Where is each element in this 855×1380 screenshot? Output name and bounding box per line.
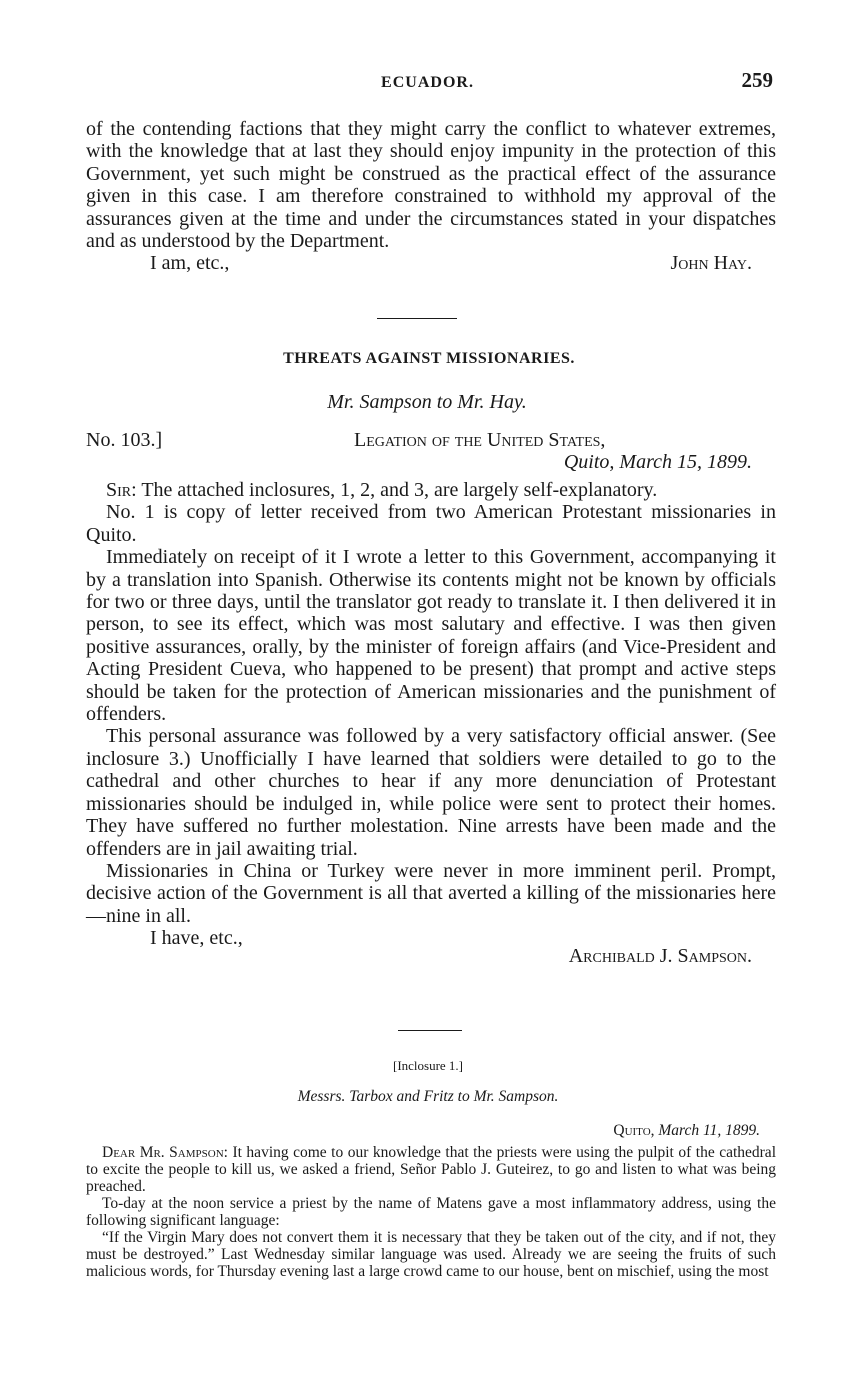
- inclosure-subheading: Messrs. Tarbox and Fritz to Mr. Sampson.: [297, 1088, 559, 1105]
- dispatch-paragraph: The attached inclosures, 1, 2, and 3, are largely self-explanatory.: [141, 479, 658, 501]
- page-number: 259: [741, 68, 773, 92]
- inclosure-paragraph: It having come to our knowledge that the priests were using the pulpit of the cathedral to excite the people to kill us, we asked a friend, Señor Pablo J. Guteirez, to go and listen to what was being preached.: [86, 1144, 776, 1195]
- place-date: Quito, March 15, 1899.: [563, 451, 752, 473]
- letter-continuation: [86, 118, 776, 276]
- inclosure-label: [Inclosure 1.]: [392, 1058, 464, 1073]
- closing: I have, etc.,: [150, 927, 243, 950]
- dispatch-paragraph: Immediately on receipt of it I wrote a letter to this Government, accompanying it by a translation into Spanish. Otherwise its contents might not be known by officials for two or three days, until the translator got ready to translate it. I then delivered it in person, to see its effect, which was most salutary and effective. I was then given positive assurances, orally, by the minister of foreign affairs (and Vice-President and Acting President Cueva, who happened to be present) that prompt and active steps should be taken for the protection of American missionaries and the punishment of offenders.: [86, 546, 776, 726]
- inclosure-section: [86, 1058, 776, 1280]
- dispatch-number: No. 103.]: [86, 429, 163, 451]
- inclosure-date: March 11, 1899.: [658, 1122, 760, 1139]
- inclosure-paragraph: “If the Virgin Mary does not convert them it is necessary that they be taken out of the city, and if not, they must be destroyed.” Last Wednesday similar language was used. Already we are seeing the fruits of such malicious words, for Thursday evening last a large crowd came to our house, bent on mischief, using the most: [86, 1229, 776, 1280]
- legation-line: Legation of the United States,: [354, 429, 606, 451]
- inclosure-body: [86, 1144, 776, 1280]
- continuation-paragraph: of the contending factions that they might carry the conflict to whatever extremes, with the knowledge that at last they should enjoy impunity in the protection of this Government, yet such might be construed as the practical effect of the assurance given in this case. I am therefore constrained to withhold my approval of the assurances given at the time and under the circumstances stated in your dispatches and as understood by the Department.: [86, 118, 776, 253]
- signature: Archibald J. Sampson.: [568, 945, 752, 968]
- inclosure-salutation: Dear Mr. Sampson:: [102, 1144, 228, 1161]
- dispatch-section: [86, 350, 776, 973]
- section-divider: [377, 318, 457, 319]
- inclosure-place: Quito,: [613, 1122, 655, 1139]
- inclosure-paragraph: To-day at the noon service a priest by the name of Matens gave a most inflammatory address, using the following significant language:: [86, 1195, 776, 1229]
- dispatch-body: [86, 479, 776, 927]
- dispatch-closing: [86, 927, 776, 973]
- closing-line: [86, 252, 776, 276]
- section-subheading: Mr. Sampson to Mr. Hay.: [327, 391, 527, 413]
- inclosure-dateline: [86, 1122, 776, 1140]
- signature: John Hay.: [670, 252, 752, 275]
- running-title: ECUADOR.: [381, 74, 474, 91]
- dispatch-paragraph: Missionaries in China or Turkey were never in more imminent peril. Prompt, decisive action of the Government is all that averted a killing of the missionaries here—nine in all.: [86, 859, 776, 927]
- dispatch-paragraph: No. 1 is copy of letter received from two American Protestant missionaries in Quito.: [86, 501, 776, 546]
- closing: I am, etc.,: [150, 252, 230, 275]
- section-divider: [398, 1030, 462, 1031]
- section-heading: THREATS AGAINST MISSIONARIES.: [283, 350, 575, 367]
- dispatch-paragraph: This personal assurance was followed by a very satisfactory official answer. (See inclosure 3.) Unofficially I have learned that soldiers were detailed to go to the cathedral and other churches to hear if any more denunciation of Protestant missionaries should be indulged in, while police were sent to protect their homes. They have suffered no further molestation. Nine arrests have been made and the offenders are in jail awaiting trial.: [86, 725, 776, 860]
- salutation: Sir:: [106, 479, 137, 501]
- dispatch-header: [86, 429, 776, 477]
